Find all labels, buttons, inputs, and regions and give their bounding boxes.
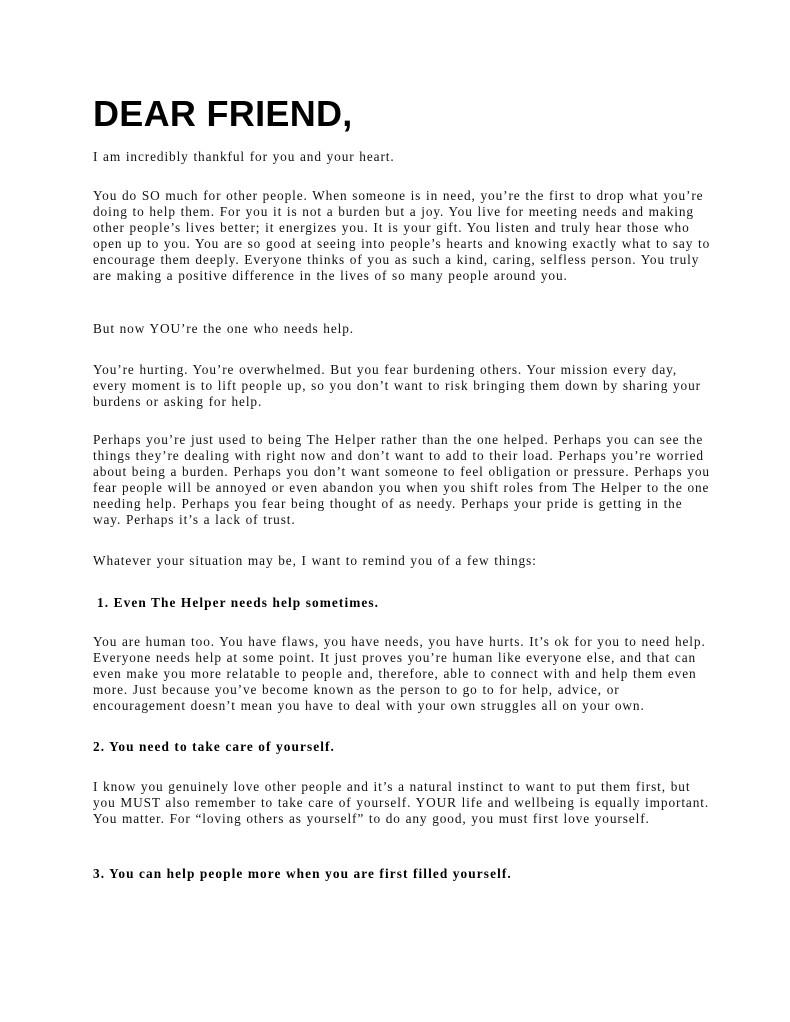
letter-title: DEAR FRIEND, — [93, 93, 353, 134]
point-1-heading: 1. Even The Helper needs help sometimes. — [97, 595, 380, 610]
point-2-body: I know you genuinely love other people and it’s a natural instinct to want to put them first, but you MUST also remember to take care of yourself. YOUR life and wellbeing is equally important. You matter. For “loving others as yourself” to do any good, you must first love yourself. — [93, 779, 710, 826]
point-2-heading: 2. You need to take care of yourself. — [93, 739, 335, 754]
intro-paragraph: I am incredibly thankful for you and your heart. — [93, 149, 395, 164]
body-paragraph-2: But now YOU’re the one who needs help. — [93, 321, 354, 336]
point-1-body: You are human too. You have flaws, you have needs, you have hurts. It’s ok for you to need help. Everyone needs help at some point. It just proves you’re human like everyone else, and that can even make you more relatable to people and, therefore, able to connect with and help them even more. Just because you’ve become known as the person to go to for help, advice, or encouragement doesn’t mean you have to deal with your own struggles all on your own. — [93, 634, 706, 713]
body-paragraph-3: You’re hurting. You’re overwhelmed. But you fear burdening others. Your mission every day, every moment is to lift people up, so you don’t want to risk bringing them down by sharing your burdens or asking for help. — [93, 362, 701, 409]
body-paragraph-1: You do SO much for other people. When someone is in need, you’re the first to drop what you’re doing to help them. For you it is not a burden but a joy. You live for meeting needs and making other people’s lives better; it energizes you. It is your gift. You listen and truly hear those who open up to you. You are so good at seeing into people’s hearts and knowing exactly what to say to encourage them deeply. Everyone thinks of you as such a kind, caring, selfless person. You truly are making a positive difference in the lives of so many people around you. — [93, 188, 711, 283]
point-3-heading: 3. You can help people more when you are first filled yourself. — [93, 866, 512, 881]
body-paragraph-4: Perhaps you’re just used to being The Helper rather than the one helped. Perhaps you can see the things they’re dealing with right now and don’t want to add to their load. Perhaps you’re worried about being a burden. Perhaps you don’t want someone to feel obligation or pressure. Perhaps you fear people will be annoyed or even abandon you when you shift roles from The Helper to the one needing help. Perhaps you fear being thought of as needy. Perhaps your pride is getting in the way. Perhaps it’s a lack of trust. — [93, 432, 710, 527]
body-paragraph-5: Whatever your situation may be, I want to remind you of a few things: — [93, 553, 537, 568]
